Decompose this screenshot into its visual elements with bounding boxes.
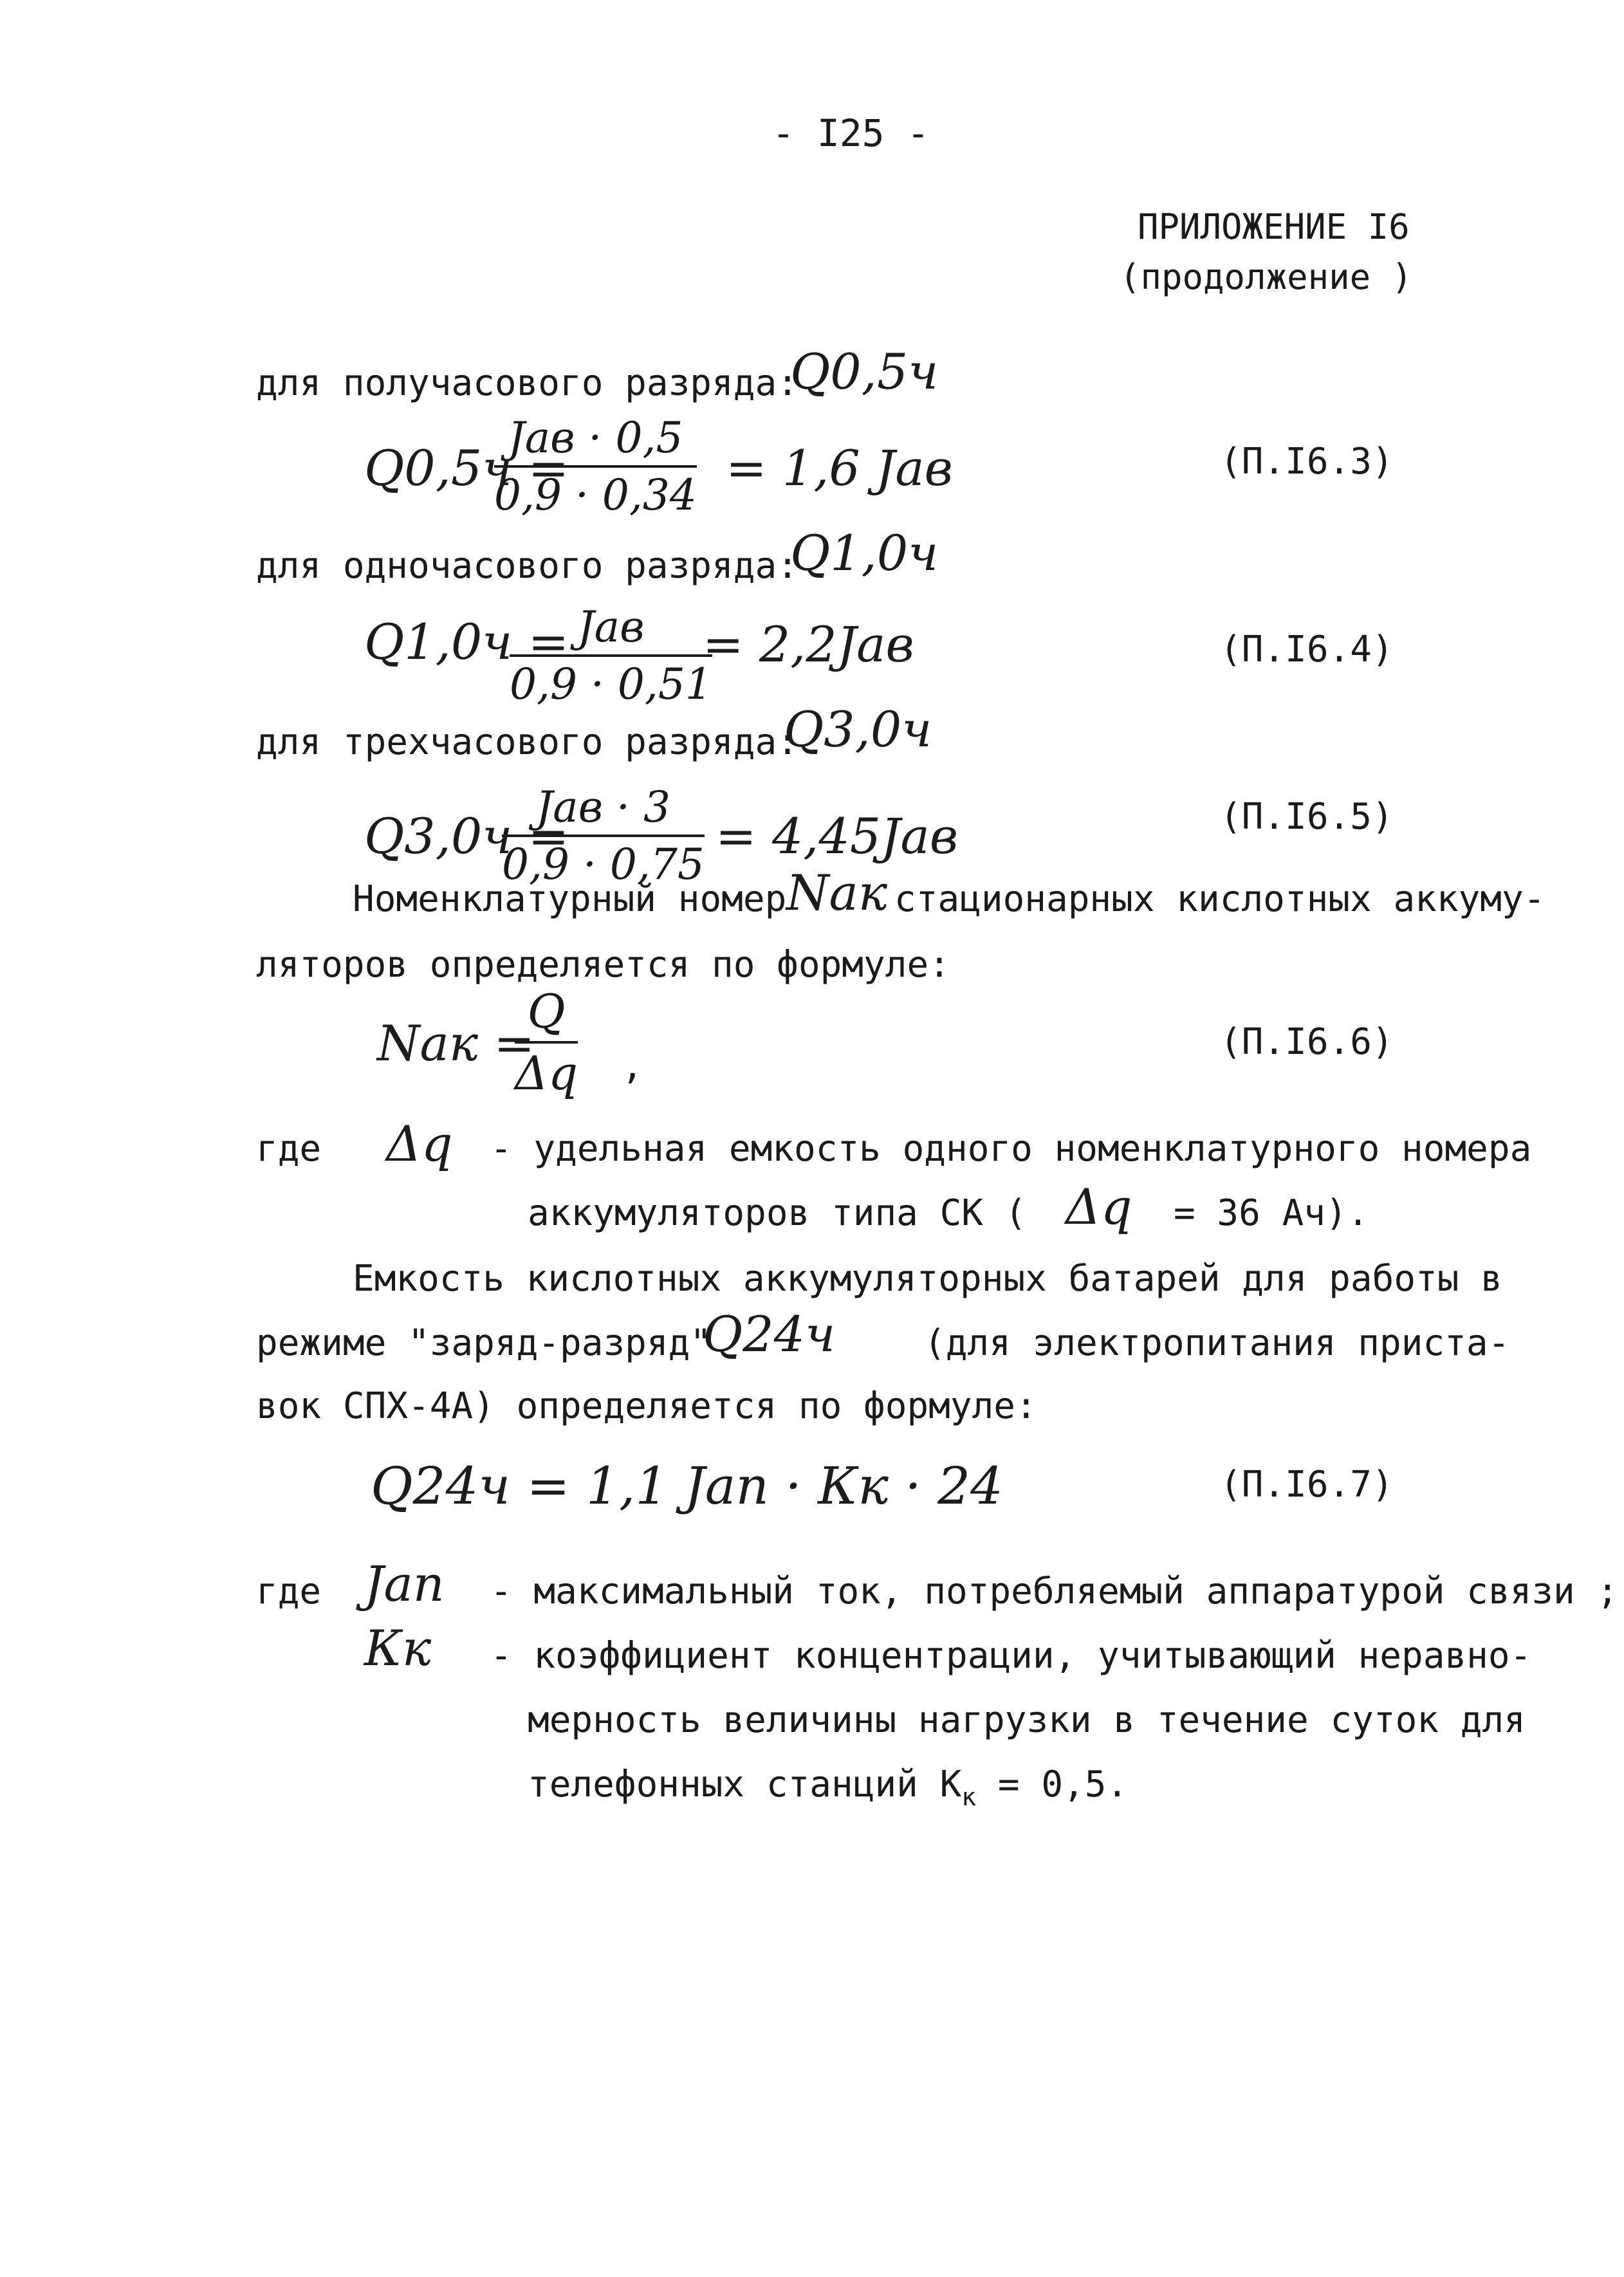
formula-3-lhs: Q3,0ч = — [364, 807, 569, 865]
formula-nak-numerator: Q — [527, 984, 566, 1038]
symbol-kk: Кк — [364, 1619, 432, 1677]
symbol-q30: Q3,0ч — [784, 701, 932, 758]
formula-1-denominator: 0,9 · 0,34 — [494, 470, 697, 520]
where2-desc1: - максимальный ток, потребляемый аппаратурой связи ; — [490, 1571, 1619, 1612]
capacity-line3: вок СПХ-4А) определяется по формуле: — [256, 1385, 1037, 1427]
where2-desc2-line1: - коэффициент концентрации, учитывающий неравно- — [490, 1635, 1532, 1677]
formula-3-rhs: = 4,45Jав — [715, 807, 959, 865]
where1-line2-a: аккумуляторов типа СК ( — [528, 1192, 1027, 1234]
where1-line1: - удельная емкость одного номенклатурного номера — [490, 1128, 1532, 1170]
where2-desc2-line3 — [528, 1764, 1129, 1811]
formula-3-fraction — [502, 782, 705, 889]
capacity-line2-a: режиме "заряд-разряд" — [256, 1322, 712, 1364]
formula-q24: Q24ч = 1,1 Jап · Кк · 24 — [371, 1456, 1004, 1516]
eq-number-3: (П.I6.5) — [1220, 796, 1394, 838]
where2-desc2-line3-a: телефонных станций К — [528, 1764, 962, 1805]
eq-number-2: (П.I6.4) — [1220, 629, 1394, 670]
symbol-jap: Jап — [364, 1555, 445, 1612]
eq-number-5: (П.I6.7) — [1220, 1464, 1394, 1506]
eq-number-1: (П.I6.3) — [1220, 441, 1394, 483]
capacity-line2-b: (для электропитания приста- — [924, 1322, 1510, 1364]
formula-1-lhs: Q0,5ч = — [364, 439, 569, 497]
fraction-bar — [515, 1041, 578, 1044]
symbol-delta-q: Δq — [386, 1115, 453, 1172]
label-half-hour: для получасового разряда: — [256, 362, 798, 404]
where-label-1: где — [256, 1128, 322, 1170]
formula-1-rhs: = 1,6 Jав — [726, 439, 953, 497]
formula-2-lhs: Q1,0ч = — [364, 613, 569, 670]
label-one-hour: для одночасового разряда: — [256, 545, 798, 587]
symbol-q10: Q1,0ч — [790, 524, 939, 582]
formula-2-fraction — [510, 602, 712, 709]
formula-2-rhs: = 2,2Jав — [703, 616, 914, 673]
where2-desc2-line2: мерность величины нагрузки в течение суток для — [528, 1699, 1526, 1741]
formula-2-denominator: 0,9 · 0,51 — [510, 659, 712, 709]
symbol-delta-q-2: Δq — [1066, 1178, 1132, 1235]
formula-1-numerator: Jав · 0,5 — [508, 413, 683, 463]
page-number: - I25 - — [772, 111, 930, 155]
where-label-2: где — [256, 1571, 322, 1612]
formula-nak-comma: , — [622, 1046, 643, 1087]
symbol-q24: Q24ч — [703, 1305, 836, 1363]
formula-nak-denominator: Δq — [515, 1046, 578, 1100]
capacity-line1: Емкость кислотных аккумуляторных батарей для работы в — [353, 1258, 1502, 1300]
label-three-hour: для трехчасового разряда: — [256, 721, 798, 763]
nomenclature-line1-text-b: стационарных кислотных аккуму- — [894, 878, 1546, 920]
eq-number-4: (П.I6.6) — [1220, 1021, 1394, 1063]
kk-subscript: к — [961, 1783, 977, 1811]
where1-line2-b: = 36 Ач). — [1174, 1192, 1369, 1234]
formula-3-numerator: Jав · 3 — [535, 782, 670, 832]
appendix-subtitle: (продолжение ) — [1120, 257, 1413, 297]
symbol-q05: Q0,5ч — [790, 343, 939, 400]
nomenclature-line1-text: Номенклатурный номер — [353, 878, 787, 920]
symbol-nak: Nак — [786, 864, 888, 921]
fraction-bar — [510, 654, 712, 657]
fraction-bar — [494, 465, 697, 468]
appendix-title: ПРИЛОЖЕНИЕ I6 — [1138, 207, 1410, 247]
where2-desc2-line3-b: = 0,5. — [976, 1764, 1129, 1805]
fraction-bar — [502, 834, 705, 837]
formula-1-fraction — [494, 413, 697, 520]
formula-2-numerator: Jав — [577, 602, 645, 652]
formula-3-denominator: 0,9 · 0,75 — [502, 840, 705, 889]
formula-nak-lhs: Nак = — [377, 1015, 535, 1072]
formula-nak-fraction — [515, 984, 578, 1100]
nomenclature-line2: ляторов определяется по формуле: — [256, 944, 950, 986]
